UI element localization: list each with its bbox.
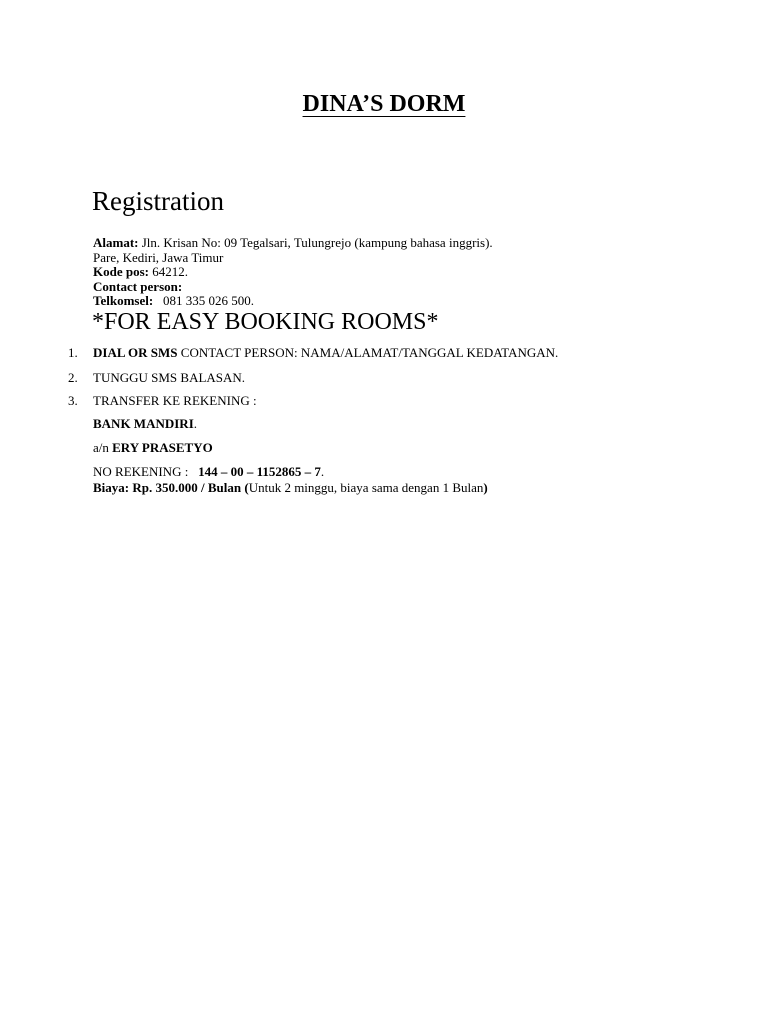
rekening-label: NO REKENING : [93, 464, 199, 479]
rekening-suffix: . [320, 464, 325, 479]
account-holder: ERY PRASETYO [112, 440, 213, 455]
contact-person-line [93, 280, 493, 295]
telkomsel-label: Telkomsel: [93, 293, 154, 309]
biaya-label: Biaya: Rp. 350.000 / Bulan [93, 480, 242, 495]
biaya-close-paren: ) [483, 480, 488, 495]
step-text [93, 345, 558, 361]
contact-person-label: Contact person: [93, 278, 183, 294]
kode-pos-line [93, 265, 493, 280]
document-title [0, 88, 768, 120]
kode-pos-label: Kode pos: [93, 264, 149, 280]
step-text: TUNGGU SMS BALASAN. [93, 370, 246, 385]
booking-heading: *FOR EASY BOOKING ROOMS* [92, 309, 439, 335]
account-holder-line [93, 440, 213, 456]
step-number: 2. [68, 370, 78, 385]
step-text: TRANSFER KE REKENING : [93, 393, 257, 408]
address-line [93, 236, 493, 251]
biaya-open-paren: ( [241, 480, 249, 495]
an-prefix: a/n [93, 440, 113, 455]
alamat-label: Alamat: [93, 235, 139, 250]
document-title-text: DINA’S DORM [302, 91, 466, 117]
bank-name: BANK MANDIRI [93, 416, 194, 431]
step-rest-text: CONTACT PERSON: NAMA/ALAMAT/TANGGAL KEDATANGAN. [177, 345, 559, 360]
step-number: 3. [68, 393, 78, 408]
biaya-line [93, 480, 488, 496]
step-number: 1. [68, 345, 78, 360]
rekening-number: 144 – 00 – 1152865 – 7 [198, 464, 321, 479]
address-block [93, 236, 493, 309]
city-line: Pare, Kediri, Jawa Timur [93, 249, 224, 265]
bank-name-line [93, 416, 197, 432]
section-heading: Registration [92, 186, 224, 216]
alamat-value: Jln. Krisan No: 09 Tegalsari, Tulungrejo (kampung bahasa inggris). [138, 235, 493, 250]
step-bold-text: DIAL OR SMS [93, 345, 178, 360]
rekening-line [93, 464, 324, 480]
biaya-note: Untuk 2 minggu, biaya sama dengan 1 Bulan [248, 480, 484, 495]
kode-pos-value: 64212. [148, 264, 188, 280]
bank-name-suffix: . [193, 416, 197, 431]
telkomsel-value: 081 335 026 500. [153, 293, 254, 309]
